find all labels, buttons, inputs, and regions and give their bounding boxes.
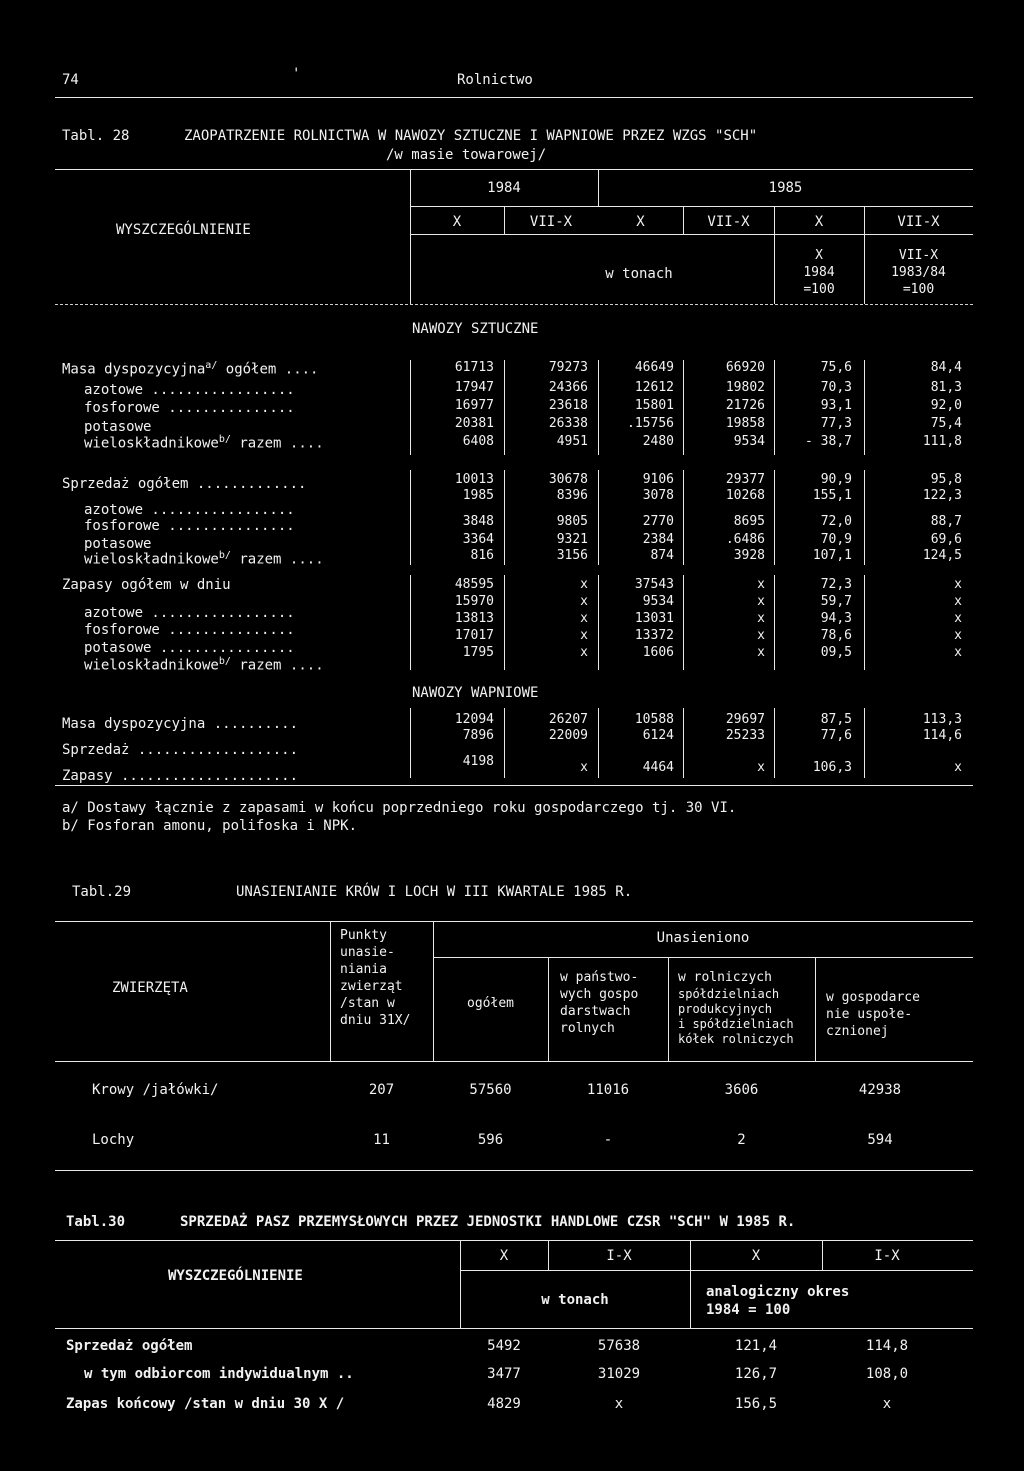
cell: 26338	[548, 416, 588, 431]
cell: 69,6	[930, 532, 962, 547]
cell: 9534	[733, 434, 765, 449]
cell: 121,4	[734, 1338, 778, 1354]
t28-year-1984: 1984	[487, 180, 521, 196]
t29-c1-l4: zwierząt	[340, 979, 403, 994]
cell: 114,6	[922, 728, 962, 743]
cell: 1795	[462, 645, 494, 660]
t30-col-4: I-X	[874, 1248, 900, 1264]
cell: 10013	[454, 472, 494, 487]
cell: 95,8	[930, 472, 962, 487]
t29-c3-l2: wych gospo	[560, 987, 639, 1002]
row-label: Sprzedaż ...................	[62, 742, 299, 758]
cell: 19858	[725, 416, 765, 431]
cell: 48595	[454, 577, 494, 592]
t29-c4-l4: i spółdzielniach	[678, 1017, 794, 1031]
t29-c1-l1: Punkty	[340, 928, 387, 943]
t30-title: SPRZEDAŻ PASZ PRZEMYSŁOWYCH PRZEZ JEDNOSTKI HANDLOWE CZSR "SCH" W 1985 R.	[180, 1214, 796, 1230]
t30-top-rule	[55, 1240, 973, 1241]
cell: 81,3	[930, 380, 962, 395]
t29-c1-l5: /stan w	[340, 996, 395, 1011]
cell: 207	[368, 1082, 395, 1098]
t29-c3-l1: w państwo-	[560, 970, 639, 985]
t29-divider	[668, 957, 669, 1061]
row-label: wieloskładnikowe$^{b/}$ razem ....	[84, 434, 324, 452]
t29-bottom-rule	[55, 1170, 973, 1171]
cell: 2480	[642, 434, 674, 449]
cell: 4951	[556, 434, 588, 449]
t30-stub-header: WYSZCZEGÓLNIENIE	[168, 1268, 303, 1284]
t30-col-3: X	[751, 1248, 761, 1264]
cell: 3156	[556, 548, 588, 563]
cell: 8396	[556, 488, 588, 503]
cell: 6124	[642, 728, 674, 743]
t28-head-rule-2	[410, 234, 973, 235]
cell: 93,1	[820, 398, 852, 413]
cell: 1606	[642, 645, 674, 660]
cell: 42938	[858, 1082, 902, 1098]
cell: 61713	[454, 360, 494, 375]
cell: 4198	[462, 754, 494, 769]
cell: 5492	[487, 1338, 521, 1354]
cell: 9321	[556, 532, 588, 547]
cell: 46649	[634, 360, 674, 375]
row-label: Sprzedaż ogółem	[66, 1338, 193, 1354]
t28-head-rule-1	[410, 206, 973, 207]
cell: 19802	[725, 380, 765, 395]
cell: 75,6	[820, 360, 852, 375]
cell: 57560	[469, 1082, 512, 1098]
row-label: w tym odbiorcom indywidualnym ..	[84, 1366, 354, 1382]
cell: 122,3	[922, 488, 962, 503]
cell: x	[580, 628, 588, 643]
row-label: Lochy	[92, 1132, 135, 1148]
t29-title: UNASIENIANIE KRÓW I LOCH W III KWARTALE 1985 R.	[236, 884, 633, 900]
cell: x	[954, 594, 962, 609]
cell: 874	[650, 548, 674, 563]
cell: 816	[470, 548, 494, 563]
header-rule	[55, 97, 973, 98]
t28-section-lime: NAWOZY WAPNIOWE	[412, 685, 539, 701]
cell: 10268	[725, 488, 765, 503]
cell: x	[954, 577, 962, 592]
cell: 72,3	[820, 577, 852, 592]
t30-id: Tabl.30	[66, 1214, 126, 1230]
cell: x	[757, 760, 765, 775]
cell: 70,3	[820, 380, 852, 395]
cell: 106,3	[812, 760, 852, 775]
t28-unit: w tonach	[605, 266, 673, 282]
footnote-b: b/ Fosforan amonu, polifoska i NPK.	[62, 818, 358, 834]
cell: 31029	[597, 1366, 641, 1382]
row-label: azotowe .................	[84, 502, 295, 518]
cell: 111,8	[922, 434, 962, 449]
cell: 20381	[454, 416, 494, 431]
cell: 70,9	[820, 532, 852, 547]
cell: x	[757, 611, 765, 626]
row-label: potasowe ................	[84, 640, 295, 656]
cell: 23618	[548, 398, 588, 413]
cell: x	[580, 760, 588, 775]
t29-top-rule	[55, 921, 973, 922]
cell: 88,7	[930, 514, 962, 529]
page-mark: '	[292, 66, 301, 82]
cell: 113,3	[922, 712, 962, 727]
row-label: wieloskładnikowe$^{b/}$ razem ....	[84, 550, 324, 568]
cell: x	[580, 594, 588, 609]
cell: 8695	[733, 514, 765, 529]
t29-c1-l2: unasie-	[340, 945, 395, 960]
cell: 114,8	[865, 1338, 909, 1354]
cell: 16977	[454, 398, 494, 413]
t28-top-rule	[55, 169, 973, 170]
footnote-a: a/ Dostawy łącznie z zapasami w końcu poprzedniego roku gospodarczego tj. 30 VI.	[62, 800, 737, 816]
t28-col-3: X	[636, 214, 645, 230]
cell: 17947	[454, 380, 494, 395]
t29-divider	[815, 957, 816, 1061]
cell: 3078	[642, 488, 674, 503]
cell: .15756	[627, 416, 674, 431]
cell: 6408	[462, 434, 494, 449]
t28-year-1985: 1985	[768, 180, 803, 196]
t30-head-rule	[460, 1270, 973, 1271]
t29-c3-l4: rolnych	[560, 1021, 615, 1036]
cell: x	[580, 611, 588, 626]
t29-group-rule	[433, 957, 973, 958]
t29-c1-l3: niania	[340, 962, 387, 977]
t29-c3-l3: darstwach	[560, 1004, 631, 1019]
t29-c4-l5: kółek rolniczych	[678, 1032, 794, 1046]
section-title: Rolnictwo	[457, 72, 533, 88]
cell: 4464	[642, 760, 674, 775]
cell: 66920	[725, 360, 765, 375]
cell: 21726	[725, 398, 765, 413]
t28-idx2-l1: VII-X	[898, 248, 939, 263]
cell: x	[757, 594, 765, 609]
cell: x	[954, 645, 962, 660]
row-label: azotowe .................	[84, 382, 295, 398]
cell: 126,7	[734, 1366, 778, 1382]
cell: x	[882, 1396, 892, 1412]
cell: 156,5	[734, 1396, 778, 1412]
row-label: Masa dyspozycyjna$^{a/}$ ogółem ....	[62, 360, 319, 378]
cell: 11016	[586, 1082, 630, 1098]
cell: 84,4	[930, 360, 962, 375]
cell: 2	[737, 1132, 746, 1148]
cell: .6486	[725, 532, 765, 547]
cell: 2384	[642, 532, 674, 547]
row-label: Zapas końcowy /stan w dniu 30 X /	[66, 1396, 345, 1412]
cell: 77,6	[820, 728, 852, 743]
cell: 3848	[462, 514, 494, 529]
row-label: potasowe	[84, 419, 152, 435]
cell: 3928	[733, 548, 765, 563]
t29-divider	[330, 921, 331, 1061]
t29-c4-l3: produkcyjnych	[678, 1002, 772, 1016]
row-label: wieloskładnikowe$^{b/}$ razem ....	[84, 656, 324, 674]
cell: 09,5	[820, 645, 852, 660]
cell: 107,1	[812, 548, 852, 563]
cell: 596	[477, 1132, 504, 1148]
cell: 92,0	[930, 398, 962, 413]
cell: 15801	[634, 398, 674, 413]
cell: 1985	[462, 488, 494, 503]
cell: x	[580, 577, 588, 592]
t28-col-4: VII-X	[707, 214, 750, 230]
t28-head-bottom-rule	[55, 304, 973, 305]
t30-col-1: X	[499, 1248, 509, 1264]
cell: - 38,7	[805, 434, 852, 449]
cell: 72,0	[820, 514, 852, 529]
cell: 3606	[724, 1082, 759, 1098]
cell: 12612	[634, 380, 674, 395]
cell: 24366	[548, 380, 588, 395]
t29-c5-l3: cznionej	[826, 1024, 889, 1039]
row-label: fosforowe ...............	[84, 622, 295, 638]
t28-stub-header: WYSZCZEGÓLNIENIE	[116, 222, 251, 238]
cell: 37543	[634, 577, 674, 592]
cell: 29697	[725, 712, 765, 727]
cell: x	[757, 628, 765, 643]
cell: 3477	[487, 1366, 521, 1382]
cell: 12094	[454, 712, 494, 727]
cell: x	[614, 1396, 624, 1412]
t28-col-6: VII-X	[897, 214, 940, 230]
row-label: potasowe	[84, 536, 152, 552]
row-label: Masa dyspozycyjna ..........	[62, 716, 299, 732]
t28-idx1-l3: =100	[803, 282, 835, 297]
cell: 124,5	[922, 548, 962, 563]
cell: x	[954, 628, 962, 643]
cell: 75,4	[930, 416, 962, 431]
cell: 13372	[634, 628, 674, 643]
cell: -	[603, 1132, 613, 1148]
cell: 108,0	[865, 1366, 909, 1382]
cell: 17017	[454, 628, 494, 643]
t28-bottom-rule	[55, 785, 973, 786]
row-label: Zapasy ogółem w dniu	[62, 577, 231, 593]
cell: 7896	[462, 728, 494, 743]
row-label: fosforowe ...............	[84, 518, 295, 534]
cell: 25233	[725, 728, 765, 743]
cell: 87,5	[820, 712, 852, 727]
t29-head-bottom-rule	[55, 1061, 973, 1062]
cell: 13031	[634, 611, 674, 626]
cell: x	[954, 760, 962, 775]
t28-title: ZAOPATRZENIE ROLNICTWA W NAWOZY SZTUCZNE I WAPNIOWE PRZEZ WZGS "SCH"	[184, 128, 758, 144]
cell: 9106	[642, 472, 674, 487]
t29-id: Tabl.29	[72, 884, 132, 900]
t28-id: Tabl. 28	[62, 128, 130, 144]
cell: 594	[867, 1132, 893, 1148]
cell: x	[757, 645, 765, 660]
t30-idx-l2: 1984 = 100	[706, 1302, 791, 1318]
t29-c1-l6: dniu 31X/	[340, 1013, 411, 1028]
cell: 155,1	[812, 488, 852, 503]
cell: 9805	[556, 514, 588, 529]
cell: 3364	[462, 532, 494, 547]
t28-idx2-l3: =100	[902, 282, 935, 297]
cell: 77,3	[820, 416, 852, 431]
cell: 2770	[642, 514, 674, 529]
t28-idx1-l2: 1984	[803, 265, 835, 280]
t30-idx-l1: analogiczny okres	[706, 1284, 850, 1300]
row-label: fosforowe ...............	[84, 400, 295, 416]
cell: 10588	[634, 712, 674, 727]
t29-stub-header: ZWIERZĘTA	[112, 980, 188, 996]
t29-divider	[548, 957, 549, 1061]
cell: 94,3	[820, 611, 852, 626]
cell: 57638	[597, 1338, 641, 1354]
cell: 79273	[548, 360, 588, 375]
cell: 59,7	[820, 594, 852, 609]
t30-unit: w tonach	[541, 1292, 609, 1308]
t28-section-mineral: NAWOZY SZTUCZNE	[412, 321, 539, 337]
t30-col-2: I-X	[606, 1248, 632, 1264]
cell: 9534	[642, 594, 674, 609]
t30-head-bottom-rule	[55, 1328, 973, 1329]
t29-c4-l2: spółdzielniach	[678, 987, 780, 1001]
page-number: 74	[62, 72, 79, 88]
t28-idx1-l1: X	[815, 248, 823, 263]
t29-group-header: Unasieniono	[656, 930, 750, 946]
cell: 26207	[548, 712, 588, 727]
t29-c4-l1: w rolniczych	[678, 970, 772, 985]
cell: x	[954, 611, 962, 626]
t29-c2: ogółem	[467, 996, 514, 1011]
cell: 78,6	[820, 628, 852, 643]
row-label: Sprzedaż ogółem .............	[62, 476, 307, 492]
cell: x	[757, 577, 765, 592]
cell: 29377	[725, 472, 765, 487]
t28-subtitle: /w masie towarowej/	[386, 147, 547, 163]
t28-col-2: VII-X	[529, 214, 573, 230]
t28-col-1: X	[452, 214, 462, 230]
t28-idx2-l2: 1983/84	[891, 265, 946, 280]
t28-col-5: X	[814, 214, 824, 230]
cell: 30678	[548, 472, 588, 487]
t29-c5-l2: nie uspołe-	[826, 1007, 913, 1022]
row-label: Zapasy .....................	[62, 768, 299, 784]
cell: 11	[373, 1132, 390, 1148]
t29-c5-l1: w gospodarce	[826, 990, 920, 1005]
row-label: Krowy /jałówki/	[92, 1082, 219, 1098]
row-label: azotowe .................	[84, 605, 295, 621]
cell: x	[580, 645, 588, 660]
cell: 13813	[454, 611, 494, 626]
cell: 22009	[548, 728, 588, 743]
cell: 15970	[454, 594, 494, 609]
cell: 90,9	[820, 472, 852, 487]
cell: 4829	[487, 1396, 521, 1412]
